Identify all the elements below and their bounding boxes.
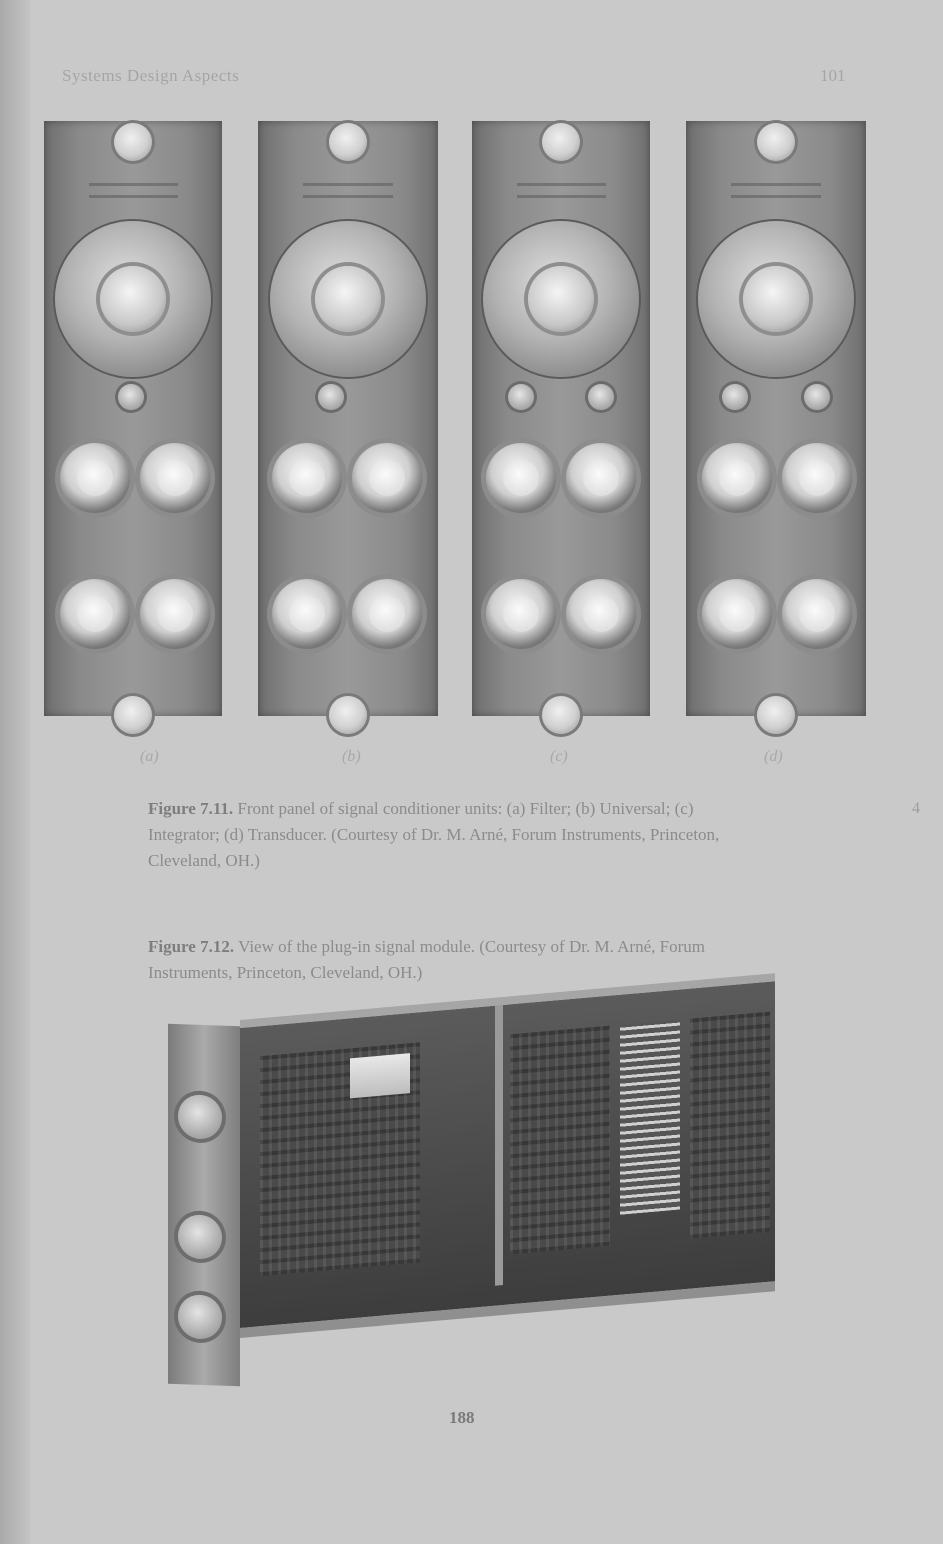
panel-bottom-knob — [114, 696, 152, 734]
figure-7-12-label: Figure 7.12. — [148, 937, 235, 956]
panel-dial — [55, 221, 211, 377]
panel-top-knob — [114, 123, 152, 161]
panel-knob — [352, 443, 422, 513]
figure-7-12-text: View of the plug-in signal module. (Courtesy of Dr. M. Arné, Forum Instruments, Princeton, Cleveland, OH.) — [148, 937, 705, 982]
figure-7-11-label: Figure 7.11. — [148, 799, 234, 818]
panel-engraving — [303, 195, 393, 198]
panel-knob — [272, 579, 342, 649]
margin-mark: 4 — [912, 800, 920, 817]
panel-label-a: (a) — [140, 748, 159, 765]
top-page-number: 101 — [820, 66, 846, 85]
panel-knob — [782, 443, 852, 513]
module-front-panel — [168, 1024, 240, 1387]
panel-top-knob — [329, 123, 367, 161]
front-knob — [178, 1214, 222, 1260]
panel-knob — [486, 579, 556, 649]
chassis-divider — [495, 1005, 503, 1286]
panel-d — [686, 121, 866, 716]
panel-bottom-knob — [329, 696, 367, 734]
panel-switch — [588, 384, 614, 410]
panel-engraving — [517, 183, 606, 186]
panel-switch — [118, 384, 144, 410]
panel-knob — [566, 579, 636, 649]
page-edge-shadow — [0, 0, 30, 1544]
figure-7-11-caption — [148, 796, 768, 874]
plug-in-module-photo — [158, 1015, 778, 1385]
panel-knob — [566, 443, 636, 513]
panel-engraving — [731, 183, 821, 186]
panel-a — [44, 121, 222, 716]
dial-center-knob — [100, 266, 166, 332]
running-head: Systems Design Aspects — [62, 66, 240, 85]
panel-switch — [508, 384, 534, 410]
panel-dial — [483, 221, 639, 377]
panel-knob — [486, 443, 556, 513]
panel-label-b: (b) — [342, 748, 361, 765]
panel-dial — [270, 221, 426, 377]
panel-switch — [804, 384, 830, 410]
module-chassis — [240, 973, 775, 1338]
panel-knob — [60, 443, 130, 513]
panel-dial — [698, 221, 854, 377]
panel-top-knob — [542, 123, 580, 161]
panel-knob — [60, 579, 130, 649]
dial-center-knob — [743, 266, 809, 332]
panel-label-c: (c) — [550, 748, 568, 765]
panel-knob — [140, 443, 210, 513]
front-knob — [178, 1294, 222, 1340]
panel-knob — [272, 443, 342, 513]
panel-knob — [782, 579, 852, 649]
panel-bottom-knob — [757, 696, 795, 734]
heatsink — [620, 1020, 680, 1215]
panel-engraving — [89, 183, 178, 186]
bottom-page-number: 188 — [449, 1408, 475, 1427]
circuit-board — [690, 1012, 770, 1239]
panel-engraving — [89, 195, 178, 198]
panel-label-d: (d) — [764, 748, 783, 765]
panel-knob — [702, 579, 772, 649]
component-capacitor — [350, 1053, 410, 1098]
panel-engraving — [731, 195, 821, 198]
panel-bottom-knob — [542, 696, 580, 734]
dial-center-knob — [315, 266, 381, 332]
panel-knob — [352, 579, 422, 649]
dial-center-knob — [528, 266, 594, 332]
front-knob — [178, 1094, 222, 1140]
panel-c — [472, 121, 650, 716]
panel-knob — [702, 443, 772, 513]
figure-7-11-text: Front panel of signal conditioner units: (a) Filter; (b) Universal; (c) Integrator; (d) Transducer. (Courtesy of Dr. M. Arné, Forum Instruments, Princeton, Cleveland, OH.) — [148, 799, 720, 870]
panel-knob — [140, 579, 210, 649]
panel-switch — [318, 384, 344, 410]
panel-switch — [722, 384, 748, 410]
panel-engraving — [517, 195, 606, 198]
panel-b — [258, 121, 438, 716]
circuit-board — [510, 1026, 610, 1255]
panel-top-knob — [757, 123, 795, 161]
figure-7-12-caption — [148, 934, 768, 986]
panel-engraving — [303, 183, 393, 186]
